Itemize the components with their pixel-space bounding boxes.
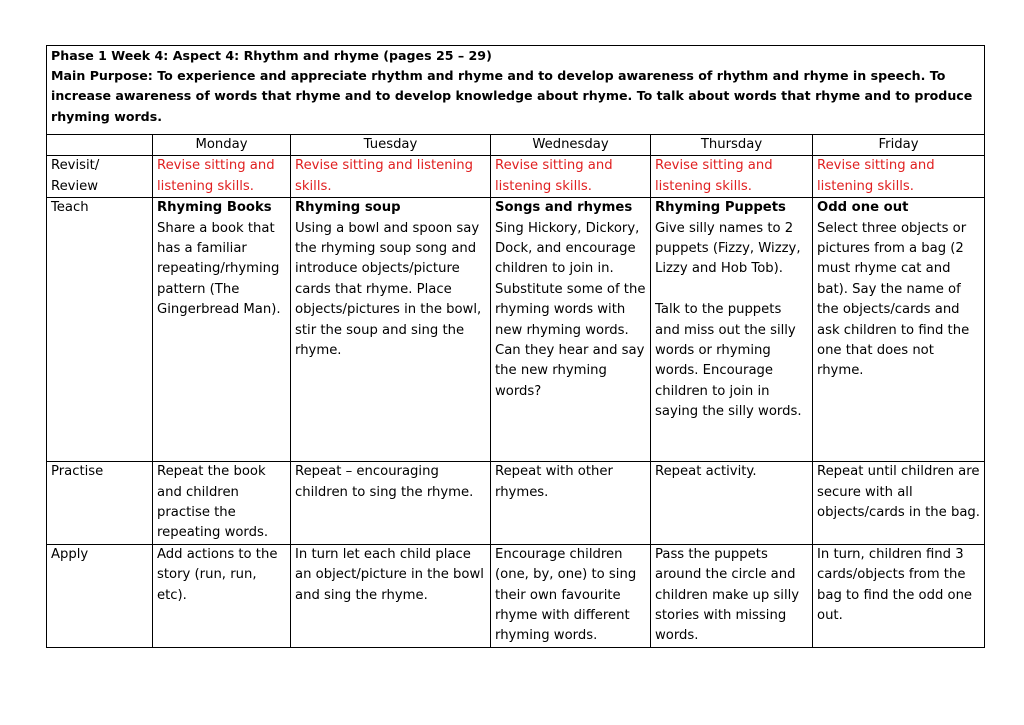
apply-row xyxy=(47,544,985,647)
revisit-wednesday: Revise sitting and listening skills. xyxy=(491,156,651,198)
lesson-plan-table xyxy=(46,45,985,648)
apply-friday: In turn, children find 3 cards/objects from the bag to find the odd one out. xyxy=(813,544,985,647)
apply-monday: Add actions to the story (run, run, etc). xyxy=(153,544,291,647)
practise-row xyxy=(47,462,985,545)
days-row xyxy=(47,135,985,156)
activity-description: Using a bowl and spoon say the rhyming soup song and introduce objects/picture cards that rhyme. Place objects/pictures in the bowl, stir the soup and sing the rhyme. xyxy=(295,220,482,359)
practise-friday: Repeat until children are secure with all objects/cards in the bag. xyxy=(813,462,985,545)
activity-description: Select three objects or pictures from a bag (2 must rhyme cat and bat). Say the name of the objects/cards and ask children to find the one that does not rhyme. xyxy=(817,220,970,379)
row-label-apply: Apply xyxy=(47,544,153,647)
main-purpose: Main Purpose: To experience and appreciate rhythm and rhyme and to develop awareness of rhythm and rhyme in speech. To increase awareness of words that rhyme and to develop knowledge about rhyme. To talk about words that rhyme and to produce rhyming words. xyxy=(51,68,973,124)
row-label-practise: Practise xyxy=(47,462,153,545)
practise-thursday: Repeat activity. xyxy=(651,462,813,545)
revisit-friday: Revise sitting and listening skills. xyxy=(813,156,985,198)
apply-wednesday: Encourage children (one, by, one) to sing their own favourite rhyme with different rhyming words. xyxy=(491,544,651,647)
day-heading-monday: Monday xyxy=(153,135,291,156)
practise-monday: Repeat the book and children practise the repeating words. xyxy=(153,462,291,545)
apply-tuesday: In turn let each child place an object/picture in the bowl and sing the rhyme. xyxy=(291,544,491,647)
activity-description-continued: Talk to the puppets and miss out the silly words or rhyming words. Encourage children to join in saying the silly words. xyxy=(655,302,802,420)
revisit-row xyxy=(47,156,985,198)
activity-title: Rhyming Puppets xyxy=(655,200,786,216)
practise-wednesday: Repeat with other rhymes. xyxy=(491,462,651,545)
day-heading-tuesday: Tuesday xyxy=(291,135,491,156)
row-label-revisit: Revisit/ Review xyxy=(47,156,153,198)
activity-description: Share a book that has a familiar repeating/rhyming pattern (The Gingerbread Man). xyxy=(157,220,281,318)
activity-title: Rhyming soup xyxy=(295,200,401,216)
plan-title: Phase 1 Week 4: Aspect 4: Rhythm and rhyme (pages 25 – 29) xyxy=(51,48,492,63)
activity-description: Give silly names to 2 puppets (Fizzy, Wizzy, Lizzy and Hob Tob). xyxy=(655,220,801,277)
days-row-spacer xyxy=(47,135,153,156)
teach-monday xyxy=(153,198,291,462)
revisit-tuesday: Revise sitting and listening skills. xyxy=(291,156,491,198)
apply-thursday: Pass the puppets around the circle and children make up silly stories with missing words. xyxy=(651,544,813,647)
row-label-teach: Teach xyxy=(47,198,153,462)
header-cell xyxy=(47,46,985,135)
teach-row xyxy=(47,198,985,462)
day-heading-thursday: Thursday xyxy=(651,135,813,156)
activity-description: Sing Hickory, Dickory, Dock, and encourage children to join in. Substitute some of the rhyming words with new rhyming words. Can they hear and say the new rhyming words? xyxy=(495,220,646,399)
teach-wednesday xyxy=(491,198,651,462)
header-row xyxy=(47,46,985,135)
activity-title: Songs and rhymes xyxy=(495,200,633,216)
teach-friday xyxy=(813,198,985,462)
teach-tuesday xyxy=(291,198,491,462)
activity-title: Rhyming Books xyxy=(157,200,272,216)
day-heading-friday: Friday xyxy=(813,135,985,156)
teach-thursday xyxy=(651,198,813,462)
practise-tuesday: Repeat – encouraging children to sing the rhyme. xyxy=(291,462,491,545)
day-heading-wednesday: Wednesday xyxy=(491,135,651,156)
paragraph-gap xyxy=(655,280,808,300)
activity-title: Odd one out xyxy=(817,200,909,216)
revisit-monday: Revise sitting and listening skills. xyxy=(153,156,291,198)
revisit-thursday: Revise sitting and listening skills. xyxy=(651,156,813,198)
